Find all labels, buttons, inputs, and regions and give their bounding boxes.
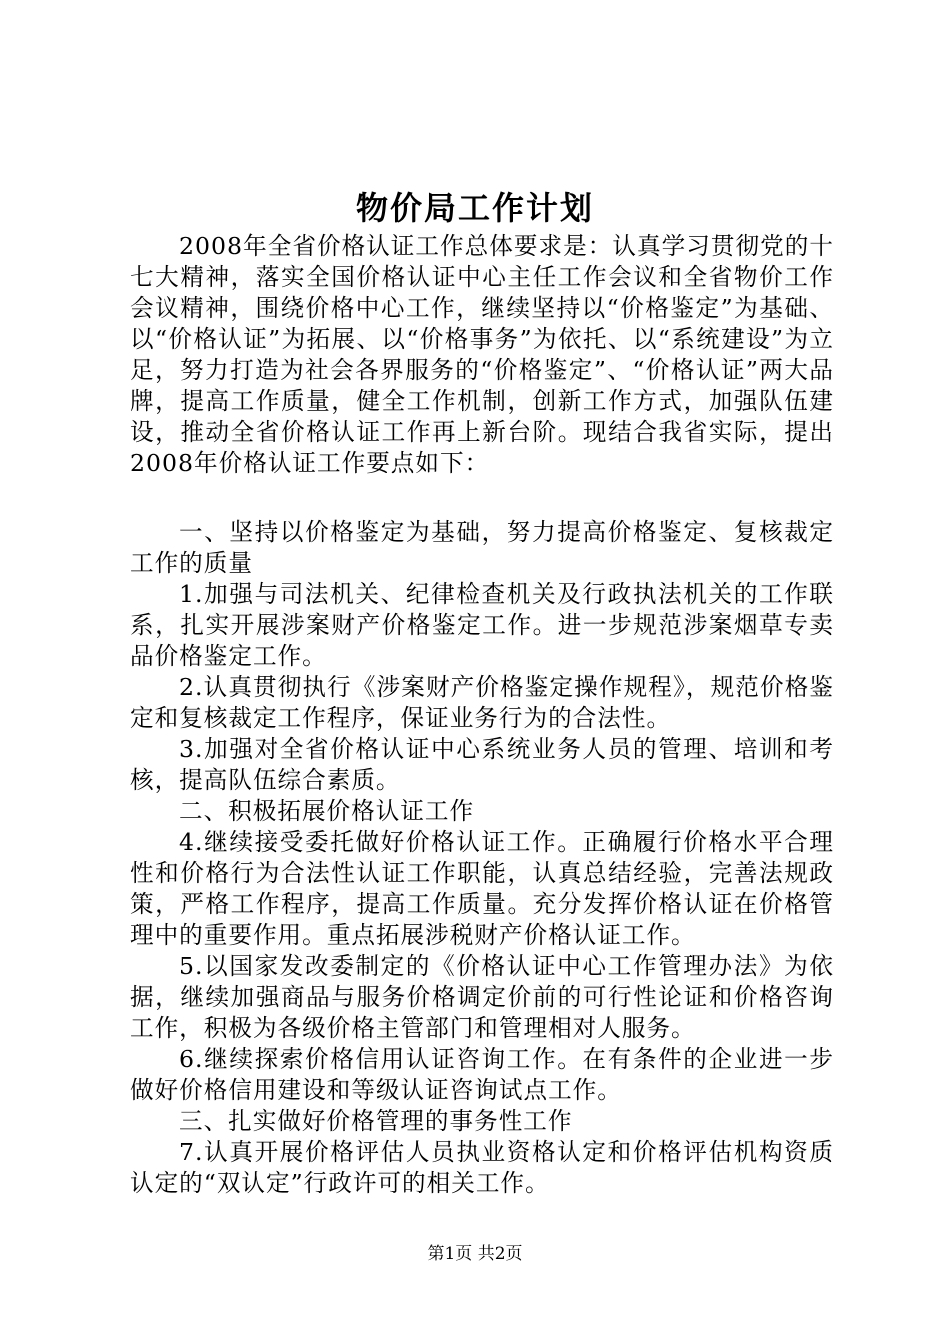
- list-item-5: 5.以国家发改委制定的《价格认证中心工作管理办法》为依据，继续加强商品与服务价格调定价前的可行性论证和价格咨询工作，积极为各级价格主管部门和管理相对人服务。: [130, 952, 834, 1042]
- list-item-6: 6.继续探索价格信用认证咨询工作。在有条件的企业进一步做好价格信用建设和等级认证咨询试点工作。: [130, 1045, 834, 1104]
- intro-paragraph: 2008年全省价格认证工作总体要求是：认真学习贯彻党的十七大精神，落实全国价格认证中心主任工作会议和全省物价工作会议精神，围绕价格中心工作，继续坚持以“价格鉴定”为基础、以“价格认证”为拓展、以“价格事务”为依托、以“系统建设”为立足，努力打造为社会各界服务的“价格鉴定”、“价格认证”两大品牌，提高工作质量，健全工作机制，创新工作方式，加强队伍建设，推动全省价格认证工作再上新台阶。现结合我省实际，提出2008年价格认证工作要点如下：: [130, 232, 834, 477]
- page-footer: 第1页 共2页: [427, 1244, 523, 1264]
- list-item-3: 3.加强对全省价格认证中心系统业务人员的管理、培训和考核，提高队伍综合素质。: [130, 735, 834, 794]
- section-heading-1: 一、坚持以价格鉴定为基础，努力提高价格鉴定、复核裁定工作的质量: [130, 518, 834, 577]
- list-item-7: 7.认真开展价格评估人员执业资格认定和价格评估机构资质认定的“双认定”行政许可的相关工作。: [130, 1138, 834, 1197]
- list-item-4: 4.继续接受委托做好价格认证工作。正确履行价格水平合理性和价格行为合法性认证工作职能，认真总结经验，完善法规政策，严格工作程序，提高工作质量。充分发挥价格认证在价格管理中的重要作用。重点拓展涉税财产价格认证工作。: [130, 828, 834, 949]
- section-heading-3: 三、扎实做好价格管理的事务性工作: [179, 1107, 573, 1135]
- section-heading-2: 二、积极拓展价格认证工作: [179, 797, 475, 825]
- document-title: 物价局工作计划: [355, 189, 594, 227]
- document-body: [130, 231, 834, 1199]
- list-item-2: 2.认真贯彻执行《涉案财产价格鉴定操作规程》，规范价格鉴定和复核裁定工作程序，保证业务行为的合法性。: [130, 673, 834, 732]
- list-item-1: 1.加强与司法机关、纪律检查机关及行政执法机关的工作联系，扎实开展涉案财产价格鉴定工作。进一步规范涉案烟草专卖品价格鉴定工作。: [130, 580, 834, 670]
- paragraph-spacer: [130, 479, 834, 517]
